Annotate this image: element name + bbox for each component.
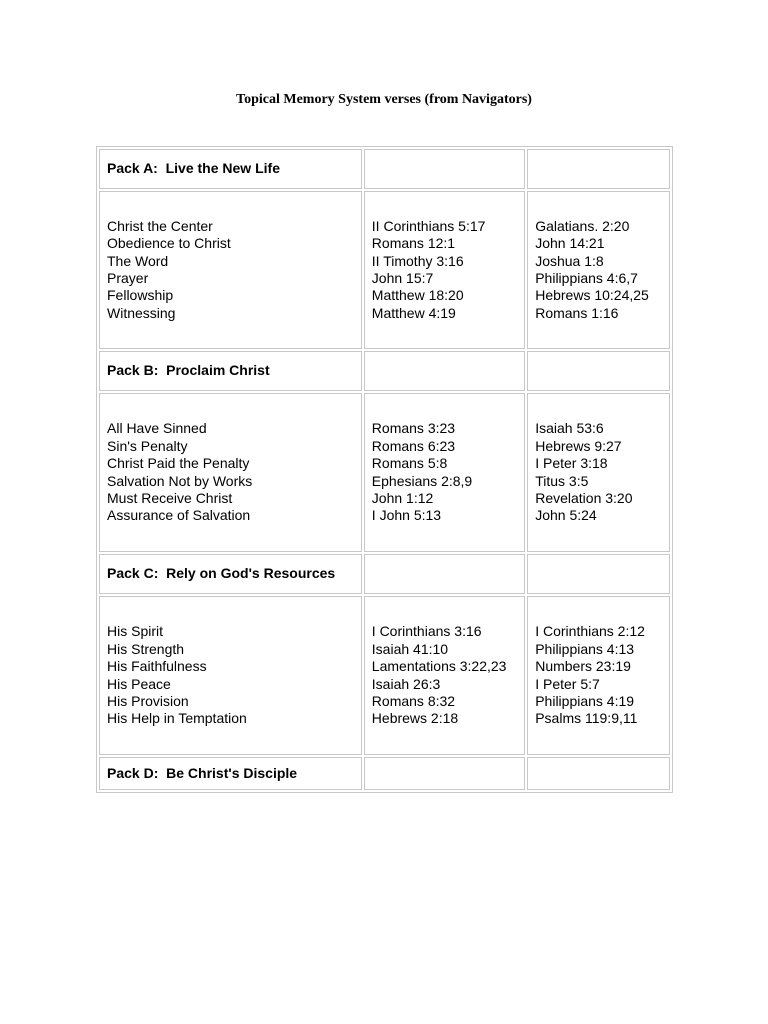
topics-cell (99, 596, 362, 755)
verse-ref: Romans 8:32 (371, 692, 456, 709)
verse-ref: Philippians 4:19 (535, 692, 635, 709)
pack-verses-row (99, 191, 670, 349)
verse-ref: Hebrews 10:24,25 (535, 287, 649, 304)
verse-ref: Philippians 4:13 (535, 640, 635, 657)
pack-verses-row (99, 393, 670, 552)
topic-item: Christ the Center (107, 217, 213, 234)
verse-ref: I John 5:13 (371, 507, 442, 524)
pack-name: Pack C: Rely on God's Resources (107, 565, 336, 582)
topics-cell (99, 191, 362, 349)
pack-header-row (99, 149, 670, 189)
topic-item: Christ Paid the Penalty (107, 455, 250, 472)
topic-item: His Faithfulness (107, 658, 207, 675)
empty-cell (527, 757, 670, 790)
topic-item: Salvation Not by Works (107, 472, 253, 489)
topic-item: His Help in Temptation (107, 710, 247, 727)
topic-item: Witnessing (107, 304, 176, 321)
topic-item: His Spirit (107, 623, 164, 640)
document-title: Topical Memory System verses (from Navigators) (236, 92, 532, 107)
verse-ref: Romans 3:23 (371, 420, 456, 437)
verse-ref: II Timothy 3:16 (371, 252, 464, 269)
verse-ref: Ephesians 2:8,9 (371, 472, 473, 489)
topic-item: His Peace (107, 675, 171, 692)
verse-refs-cell-b (527, 393, 670, 552)
pack-name-cell (99, 149, 362, 189)
verse-ref: Psalms 119:9,11 (535, 710, 638, 727)
topic-item: The Word (107, 252, 169, 269)
verse-refs-cell-a (364, 393, 525, 552)
verse-ref: I Corinthians 2:12 (535, 623, 645, 640)
topic-item: His Provision (107, 692, 189, 709)
pack-header-row (99, 554, 670, 594)
pack-name-cell (99, 351, 362, 391)
topic-item: Must Receive Christ (107, 489, 233, 506)
verse-ref: Joshua 1:8 (535, 252, 604, 269)
verse-ref: John 14:21 (535, 235, 605, 252)
empty-cell (527, 149, 670, 189)
empty-cell (364, 149, 525, 189)
verse-ref: I Peter 5:7 (535, 675, 600, 692)
memory-verses-table (96, 146, 673, 793)
pack-name: Pack D: Be Christ's Disciple (107, 764, 298, 781)
empty-cell (527, 554, 670, 594)
topic-item: His Strength (107, 640, 185, 657)
verse-ref: I Corinthians 3:16 (371, 623, 482, 640)
verse-ref: Romans 5:8 (371, 455, 448, 472)
verse-ref: Romans 1:16 (535, 304, 619, 321)
verse-ref: Isaiah 53:6 (535, 420, 604, 437)
pack-name-cell (99, 554, 362, 594)
verse-ref: Matthew 4:19 (371, 304, 456, 321)
verse-ref: Titus 3:5 (535, 472, 589, 489)
pack-name: Pack A: Live the New Life (107, 160, 280, 177)
empty-cell (364, 554, 525, 594)
topic-item: All Have Sinned (107, 420, 207, 437)
verse-ref: Lamentations 3:22,23 (371, 658, 507, 675)
verse-ref: Romans 6:23 (371, 437, 456, 454)
topic-item: Sin's Penalty (107, 437, 188, 454)
topic-item: Fellowship (107, 287, 174, 304)
pack-name: Pack B: Proclaim Christ (107, 362, 270, 379)
verse-ref: Matthew 18:20 (371, 287, 464, 304)
verse-ref: Revelation 3:20 (535, 489, 633, 506)
verse-refs-cell-b (527, 191, 670, 349)
empty-cell (364, 351, 525, 391)
verse-ref: I Peter 3:18 (535, 455, 608, 472)
verse-ref: Isaiah 41:10 (371, 640, 449, 657)
verse-refs-cell-b (527, 596, 670, 755)
pack-header-row (99, 757, 670, 790)
verse-ref: Numbers 23:19 (535, 658, 631, 675)
verse-refs-cell-a (364, 596, 525, 755)
verse-ref: Hebrews 9:27 (535, 437, 622, 454)
pack-name-cell (99, 757, 362, 790)
verse-refs-cell-a (364, 191, 525, 349)
verse-ref: John 1:12 (371, 489, 434, 506)
verse-ref: Romans 12:1 (371, 235, 456, 252)
pack-header-row (99, 351, 670, 391)
topic-item: Assurance of Salvation (107, 507, 251, 524)
topic-item: Prayer (107, 270, 149, 286)
empty-cell (527, 351, 670, 391)
verse-ref: Galatians. 2:20 (535, 217, 630, 234)
verse-ref: John 15:7 (371, 270, 434, 286)
verse-ref: John 5:24 (535, 507, 597, 524)
pack-verses-row (99, 596, 670, 755)
topics-cell (99, 393, 362, 552)
verse-ref: Isaiah 26:3 (371, 675, 441, 692)
verse-ref: Philippians 4:6,7 (535, 270, 638, 286)
verse-ref: Hebrews 2:18 (371, 710, 459, 727)
topic-item: Obedience to Christ (107, 235, 231, 252)
empty-cell (364, 757, 525, 790)
verse-ref: II Corinthians 5:17 (371, 217, 486, 234)
